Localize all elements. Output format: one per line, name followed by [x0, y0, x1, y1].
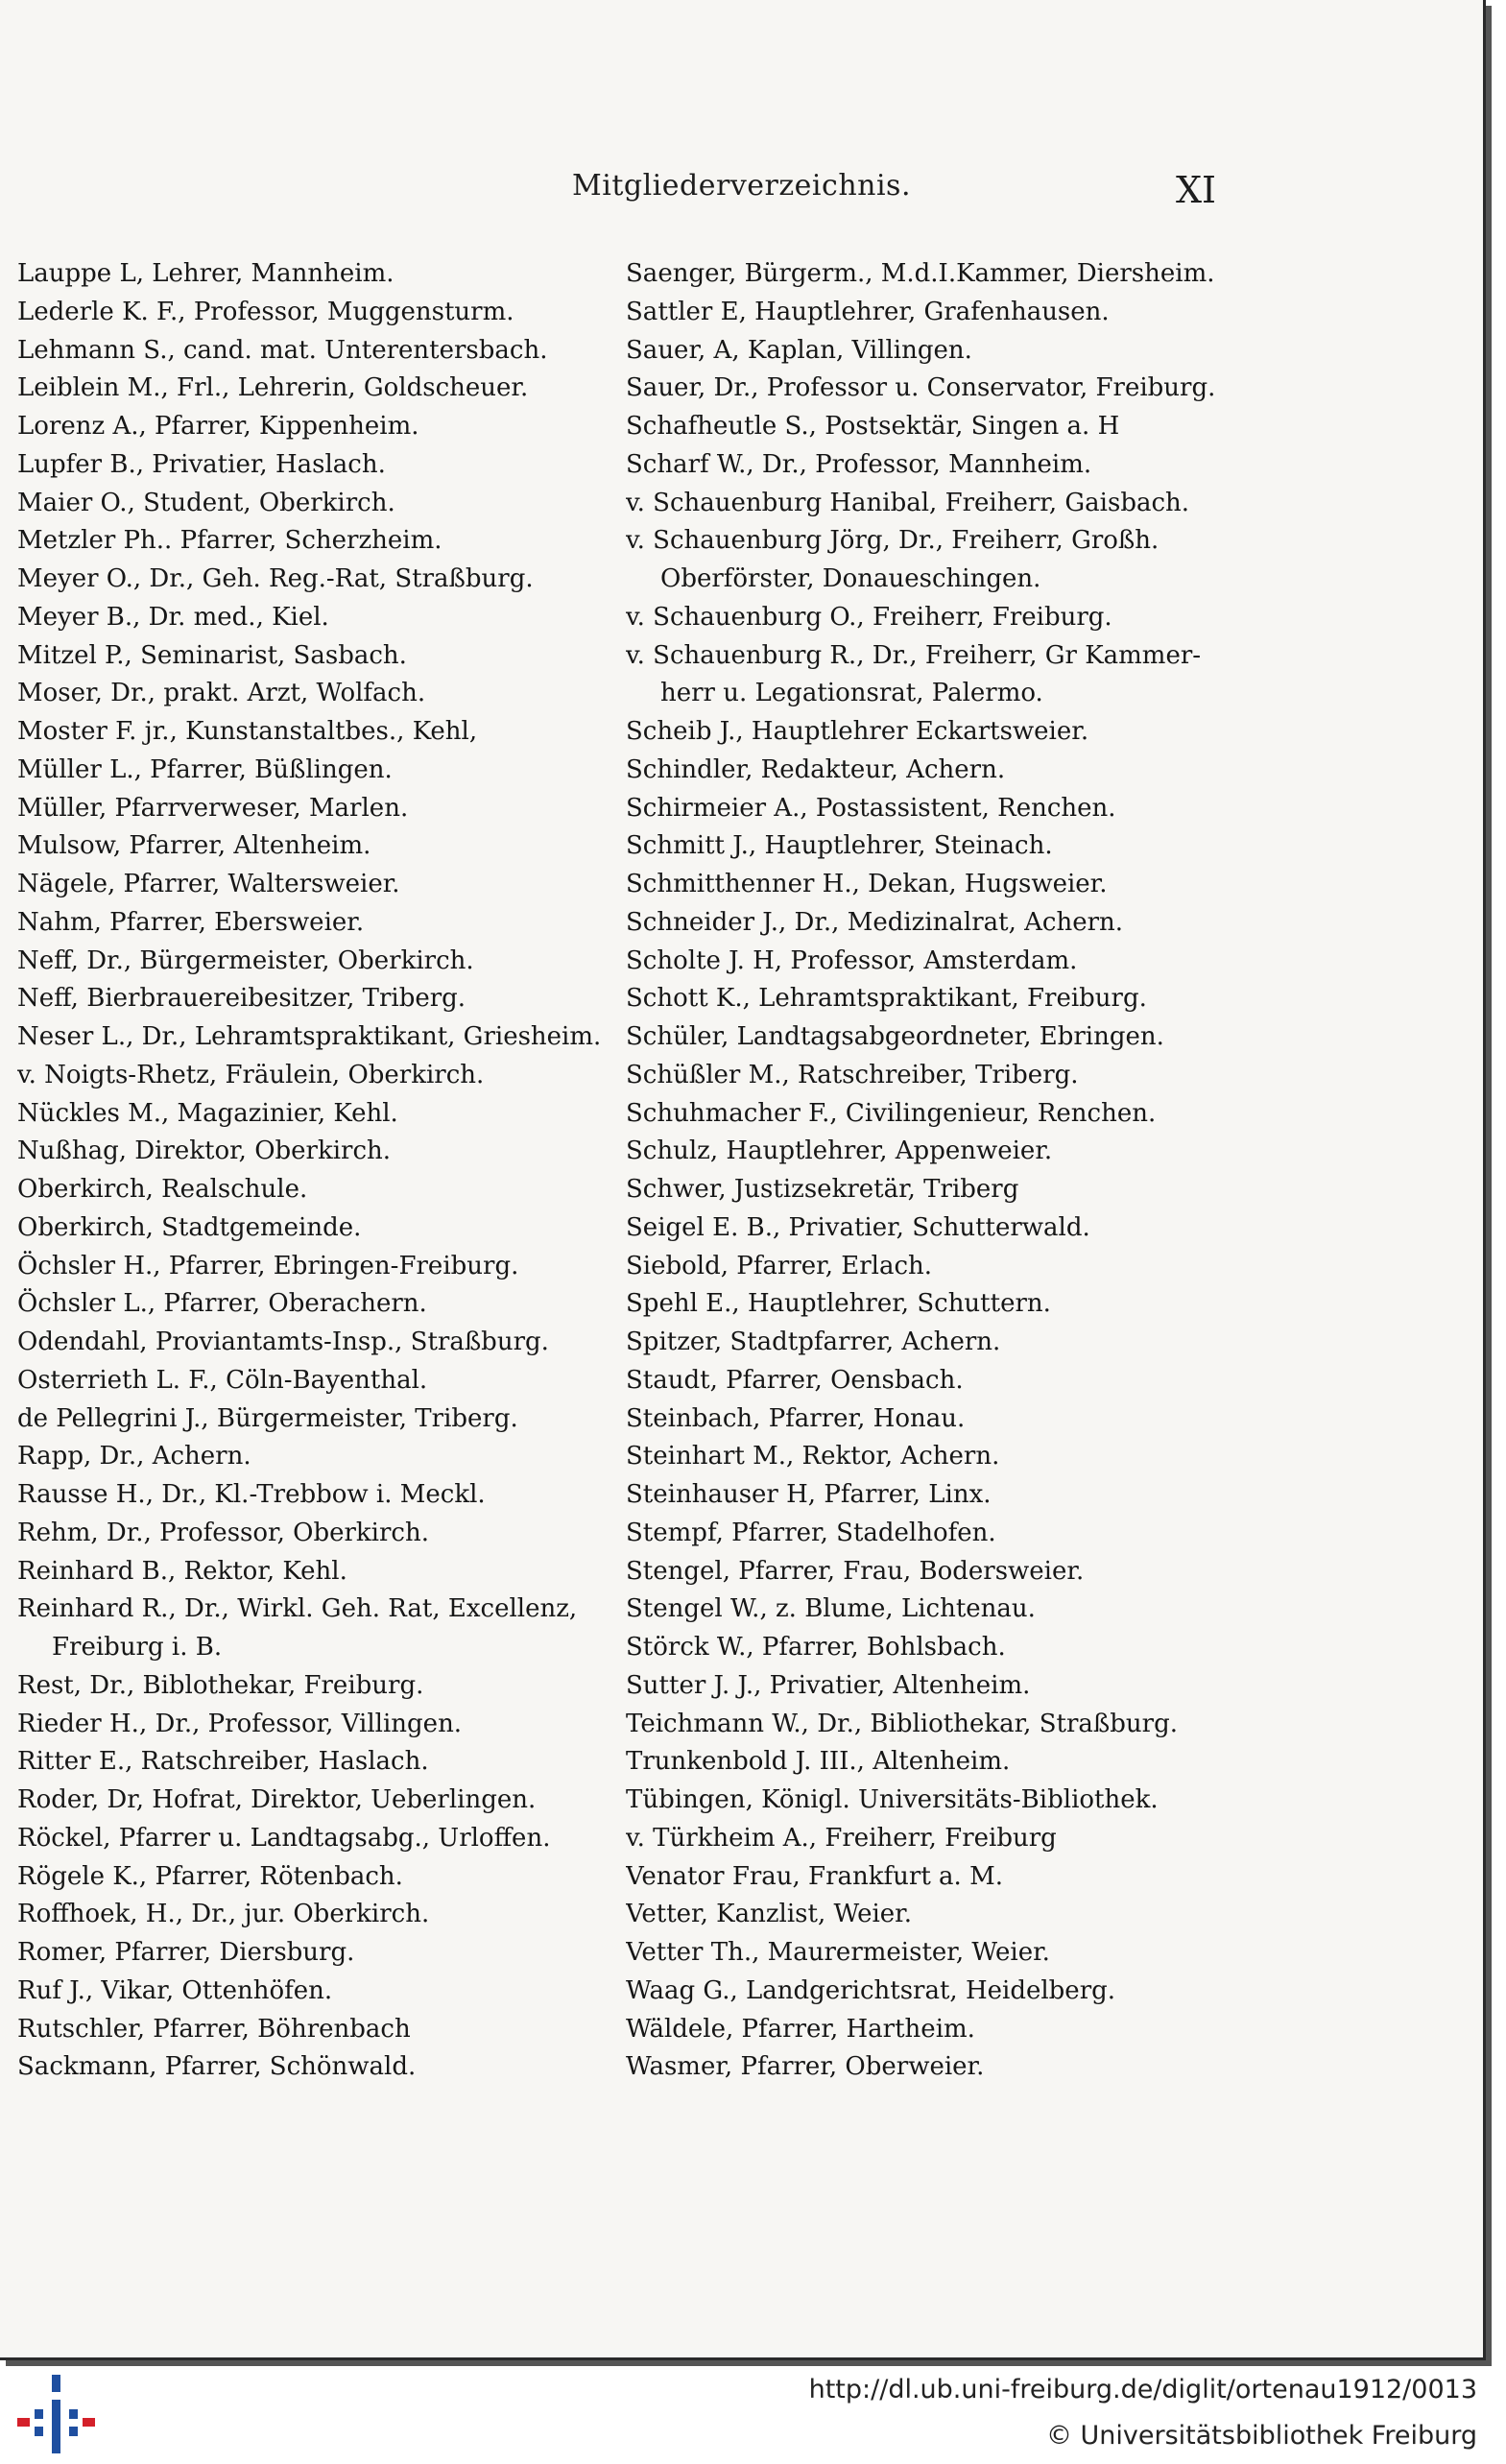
member-entry: Osterrieth L. F., Cöln-Bayenthal. — [17, 1365, 428, 1395]
member-entry: Neff, Bierbrauereibesitzer, Triberg. — [17, 984, 466, 1014]
member-entry: Stengel W., z. Blume, Lichtenau. — [626, 1594, 1036, 1624]
member-entry: Störck W., Pfarrer, Bohlsbach. — [626, 1633, 1006, 1662]
member-entry: Odendahl, Proviantamts-Insp., Straßburg. — [17, 1328, 549, 1356]
member-entry: Meyer O., Dr., Geh. Reg.-Rat, Straßburg. — [17, 564, 534, 593]
member-entry: v. Türkheim A., Freiherr, Freiburg — [626, 1823, 1057, 1853]
member-entry: Waag G., Landgerichtsrat, Heidelberg. — [626, 1975, 1116, 2005]
member-entry: Rögele K., Pfarrer, Rötenbach. — [17, 1861, 403, 1891]
member-entry: Steinbach, Pfarrer, Honau. — [626, 1403, 966, 1433]
member-entry: Schindler, Redakteur, Achern. — [626, 754, 1006, 784]
member-entry: Reinhard B., Rektor, Kehl. — [17, 1556, 347, 1586]
member-entry: Venator Frau, Frankfurt a. M. — [626, 1861, 1003, 1891]
member-entry: Lupfer B., Privatier, Haslach. — [17, 449, 386, 479]
member-entry: Ritter E., Ratschreiber, Haslach. — [17, 1747, 429, 1777]
member-entry: Tübingen, Königl. Universitäts-Bibliothek. — [626, 1785, 1159, 1814]
member-entry: Ruf J., Vikar, Ottenhöfen. — [17, 1975, 333, 2005]
member-entry: Lehmann S., cand. mat. Unterentersbach. — [17, 335, 548, 365]
member-entry: Schmitt J., Hauptlehrer, Steinach. — [626, 831, 1053, 861]
member-entry: Staudt, Pfarrer, Oensbach. — [626, 1365, 964, 1395]
member-entry: Nahm, Pfarrer, Ebersweier. — [17, 907, 365, 937]
member-entry: Schüler, Landtagsabgeordneter, Ebringen. — [626, 1022, 1164, 1051]
member-entry: Sauer, A, Kaplan, Villingen. — [626, 335, 972, 365]
member-entry-continuation: herr u. Legationsrat, Palermo. — [660, 679, 1043, 708]
member-entry: Scholte J. H, Professor, Amsterdam. — [626, 945, 1078, 975]
member-entry: Vetter, Kanzlist, Weier. — [626, 1900, 913, 1929]
member-entry: Schmitthenner H., Dekan, Hugsweier. — [626, 870, 1108, 898]
member-entry: Schwer, Justizsekretär, Triberg — [626, 1175, 1019, 1204]
member-entry: Schott K., Lehramtspraktikant, Freiburg. — [626, 984, 1147, 1014]
member-entry: Rapp, Dr., Achern. — [17, 1442, 251, 1471]
member-entry: Teichmann W., Dr., Bibliothekar, Straßburg. — [626, 1709, 1178, 1738]
member-entry: Rutschler, Pfarrer, Böhrenbach — [17, 2014, 411, 2044]
member-entry: Wasmer, Pfarrer, Oberweier. — [626, 2052, 985, 2082]
member-entry: Scheib J., Hauptlehrer Eckartsweier. — [626, 717, 1089, 746]
member-entry: Meyer B., Dr. med., Kiel. — [17, 602, 329, 632]
member-entry: Sackmann, Pfarrer, Schönwald. — [17, 2052, 417, 2082]
member-entry: Rausse H., Dr., Kl.-Trebbow i. Meckl. — [17, 1480, 486, 1509]
member-entry: Leiblein M., Frl., Lehrerin, Goldscheuer. — [17, 373, 529, 403]
member-entry: Spehl E., Hauptlehrer, Schuttern. — [626, 1289, 1051, 1319]
member-entry: Schüßler M., Ratschreiber, Triberg. — [626, 1060, 1079, 1089]
member-entry: Trunkenbold J. III., Altenheim. — [626, 1747, 1011, 1777]
left-column — [17, 255, 617, 2087]
member-entry: Rehm, Dr., Professor, Oberkirch. — [17, 1518, 429, 1547]
member-entry: Öchsler L., Pfarrer, Oberachern. — [17, 1289, 427, 1319]
member-entry: Scharf W., Dr., Professor, Mannheim. — [626, 449, 1092, 479]
member-entry: Öchsler H., Pfarrer, Ebringen-Freiburg. — [17, 1251, 519, 1280]
member-entry: Oberkirch, Realschule. — [17, 1175, 308, 1204]
member-entry: Seigel E. B., Privatier, Schutterwald. — [626, 1212, 1090, 1242]
member-entry: v. Noigts-Rhetz, Fräulein, Oberkirch. — [17, 1060, 485, 1089]
member-entry: Wäldele, Pfarrer, Hartheim. — [626, 2014, 975, 2044]
ub-freiburg-logo-icon — [13, 2371, 100, 2457]
member-entry: Saenger, Bürgerm., M.d.I.Kammer, Diersheim. — [626, 259, 1215, 288]
source-url[interactable]: http://dl.ub.uni-freiburg.de/diglit/ortenau1912/0013 — [808, 2375, 1477, 2404]
member-entry: Schneider J., Dr., Medizinalrat, Achern. — [626, 907, 1124, 937]
member-entry: Müller L., Pfarrer, Büßlingen. — [17, 754, 393, 784]
member-entry: Schulz, Hauptlehrer, Appenweier. — [626, 1136, 1053, 1166]
member-entry: Röckel, Pfarrer u. Landtagsabg., Urloffen. — [17, 1823, 551, 1853]
member-entry: Maier O., Student, Oberkirch. — [17, 488, 395, 517]
member-entry: Sauer, Dr., Professor u. Conservator, Freiburg. — [626, 373, 1216, 403]
member-entry: Sattler E, Hauptlehrer, Grafenhausen. — [626, 297, 1110, 326]
member-entry: Stengel, Pfarrer, Frau, Bodersweier. — [626, 1556, 1085, 1586]
copyright-notice: © Universitätsbibliothek Freiburg — [1045, 2421, 1477, 2451]
member-entry: Neser L., Dr., Lehramtspraktikant, Griesheim. — [17, 1022, 602, 1051]
member-entry: Steinhart M., Rektor, Achern. — [626, 1442, 1000, 1471]
member-entry: Stempf, Pfarrer, Stadelhofen. — [626, 1518, 996, 1547]
member-entry: Nägele, Pfarrer, Waltersweier. — [17, 870, 400, 898]
member-entry: Rieder H., Dr., Professor, Villingen. — [17, 1709, 463, 1738]
member-entry: Romer, Pfarrer, Diersburg. — [17, 1938, 355, 1967]
member-entry: v. Schauenburg Jörg, Dr., Freiherr, Großh. — [626, 526, 1159, 556]
member-entry: Lederle K. F., Professor, Muggensturm. — [17, 297, 514, 326]
member-entry: Rest, Dr., Biblothekar, Freiburg. — [17, 1670, 424, 1700]
member-entry-continuation: Freiburg i. B. — [52, 1633, 223, 1662]
page-title: Mitgliederverzeichnis. — [572, 169, 911, 203]
member-entry: Roder, Dr, Hofrat, Direktor, Ueberlingen. — [17, 1785, 537, 1814]
member-entry: Müller, Pfarrverweser, Marlen. — [17, 793, 409, 823]
member-entry-continuation: Oberförster, Donaueschingen. — [660, 564, 1041, 593]
right-column — [626, 255, 1235, 2087]
member-entry: Mulsow, Pfarrer, Altenheim. — [17, 831, 371, 861]
member-entry: Moser, Dr., prakt. Arzt, Wolfach. — [17, 679, 426, 708]
member-entry: Schafheutle S., Postsektär, Singen a. H — [626, 412, 1120, 441]
member-entry: Lauppe L, Lehrer, Mannheim. — [17, 259, 394, 288]
member-entry: v. Schauenburg Hanibal, Freiherr, Gaisbach. — [626, 488, 1190, 517]
member-entry: Lorenz A., Pfarrer, Kippenheim. — [17, 412, 419, 441]
member-entry: Steinhauser H, Pfarrer, Linx. — [626, 1480, 992, 1509]
member-entry: v. Schauenburg R., Dr., Freiherr, Gr Kammer- — [626, 640, 1202, 670]
member-entry: Neff, Dr., Bürgermeister, Oberkirch. — [17, 945, 474, 975]
member-entry: Metzler Ph.. Pfarrer, Scherzheim. — [17, 526, 442, 556]
member-entry: Vetter Th., Maurermeister, Weier. — [626, 1938, 1050, 1967]
member-entry: Schirmeier A., Postassistent, Renchen. — [626, 793, 1116, 823]
member-entry: Siebold, Pfarrer, Erlach. — [626, 1251, 933, 1280]
member-entry: Nußhag, Direktor, Oberkirch. — [17, 1136, 392, 1166]
member-entry: Roffhoek, H., Dr., jur. Oberkirch. — [17, 1900, 430, 1929]
member-entry: de Pellegrini J., Bürgermeister, Triberg. — [17, 1403, 518, 1433]
member-entry: Mitzel P., Seminarist, Sasbach. — [17, 640, 407, 670]
member-entry: Reinhard R., Dr., Wirkl. Geh. Rat, Excellenz, — [17, 1594, 578, 1624]
member-entry: Sutter J. J., Privatier, Altenheim. — [626, 1670, 1031, 1700]
member-entry: Oberkirch, Stadtgemeinde. — [17, 1212, 362, 1242]
member-entry: v. Schauenburg O., Freiherr, Freiburg. — [626, 602, 1112, 632]
page-number: XI — [1176, 169, 1217, 211]
member-entry: Nückles M., Magazinier, Kehl. — [17, 1098, 398, 1128]
member-entry: Moster F. jr., Kunstanstaltbes., Kehl, — [17, 717, 478, 746]
member-entry: Schuhmacher F., Civilingenieur, Renchen. — [626, 1098, 1157, 1128]
member-entry: Spitzer, Stadtpfarrer, Achern. — [626, 1328, 1001, 1356]
